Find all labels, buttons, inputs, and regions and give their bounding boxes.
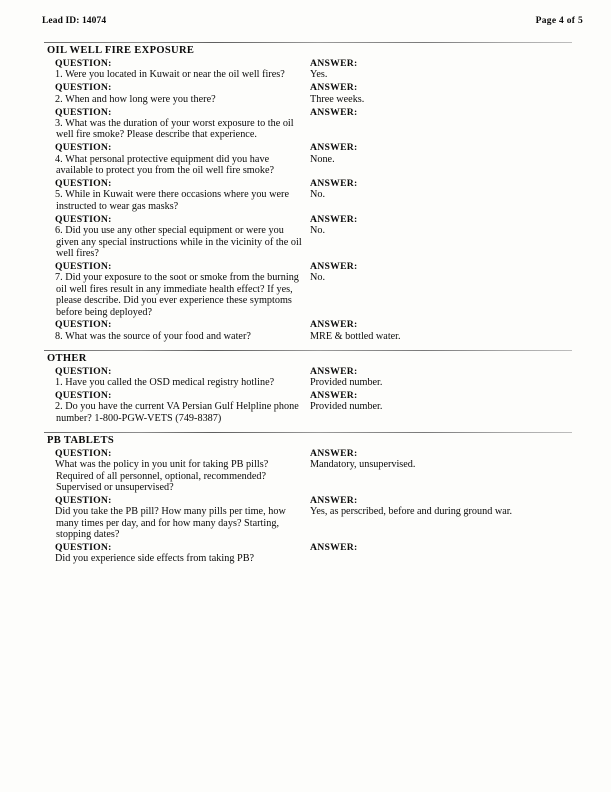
qa-pair — [44, 390, 572, 424]
qa-pair — [44, 261, 572, 318]
qa-spacer — [44, 565, 572, 567]
answer-text: Yes, as perscribed, before and during ground war. — [310, 506, 513, 518]
answer-column — [302, 82, 572, 105]
answer-column — [302, 542, 572, 565]
answer-label: ANSWER: — [310, 447, 358, 459]
answer-label: ANSWER: — [310, 58, 358, 69]
question-column — [44, 178, 302, 212]
question-column — [44, 107, 302, 141]
lead-id: Lead ID: 14074 — [42, 16, 107, 26]
question-text: 2. Do you have the current VA Persian Gulf Helpline phone number? 1-800-PGW-VETS (749-8387) — [55, 401, 299, 424]
question-column — [44, 390, 302, 424]
question-text: 1. Were you located in Kuwait or near the oil well fires? — [55, 69, 285, 81]
question-text: 4. What personal protective equipment did you have available to protect you from the oil well fire smoke? — [55, 153, 275, 177]
question-text: 5. While in Kuwait were there occasions where you were instructed to wear gas masks? — [55, 189, 289, 212]
answer-text: Provided number. — [310, 401, 383, 413]
question-column — [44, 58, 302, 81]
document-body — [44, 42, 572, 566]
question-column — [44, 495, 302, 541]
answer-column — [302, 448, 572, 494]
qa-pair — [44, 214, 572, 260]
qa-pair — [44, 178, 572, 212]
section-divider — [44, 42, 572, 43]
answer-column — [302, 261, 572, 318]
question-text: 7. Did your exposure to the soot or smoke from the burning oil well fires result in any immediate health effect? If yes, please describe. Did you ever experience these symptoms before being deployed? — [55, 272, 299, 318]
question-column — [44, 82, 302, 105]
answer-label: ANSWER: — [310, 260, 358, 272]
question-label: QUESTION: — [55, 106, 112, 118]
question-text: 1. Have you called the OSD medical registry hotline? — [55, 377, 275, 389]
question-label: QUESTION: — [55, 178, 112, 190]
answer-column — [302, 107, 572, 141]
question-text: Did you take the PB pill? How many pills per time, how many times per day, and for how many days? Starting, stopping dates? — [55, 506, 286, 541]
answer-label: ANSWER: — [310, 142, 358, 154]
answer-text: MRE & bottled water. — [310, 330, 401, 342]
answer-label: ANSWER: — [310, 82, 358, 94]
answer-text: Mandatory, unsupervised. — [310, 459, 416, 471]
answer-column — [302, 142, 572, 176]
answer-text: No. — [310, 272, 325, 284]
answer-label: ANSWER: — [310, 319, 358, 331]
answer-text: Three weeks. — [310, 93, 365, 105]
answer-text: No. — [310, 189, 325, 201]
qa-pair — [44, 366, 572, 389]
answer-column — [302, 319, 572, 342]
question-label: QUESTION: — [55, 82, 112, 94]
question-column — [44, 319, 302, 342]
section-title: PB TABLETS — [47, 434, 115, 446]
question-label: QUESTION: — [55, 542, 112, 554]
question-text: 8. What was the source of your food and water? — [55, 330, 251, 342]
question-column — [44, 214, 302, 260]
question-text: 6. Did you use any other special equipment or were you given any special instructions while in the vicinity of the oil well fires? — [55, 225, 302, 259]
question-column — [44, 542, 302, 565]
answer-label: ANSWER: — [310, 213, 358, 225]
answer-text: None. — [310, 153, 335, 165]
qa-pair — [44, 58, 572, 81]
qa-pair — [44, 107, 572, 141]
qa-pair — [44, 142, 572, 176]
question-column — [44, 448, 302, 494]
answer-text: No. — [310, 225, 325, 237]
question-text: 3. What was the duration of your worst exposure to the oil well fire smoke? Please describe that experience. — [55, 118, 294, 141]
answer-column — [302, 495, 572, 541]
question-text: Did you experience side effects from taking PB? — [55, 553, 255, 565]
question-label: QUESTION: — [55, 213, 112, 225]
question-label: QUESTION: — [55, 142, 112, 154]
answer-label: ANSWER: — [310, 106, 358, 118]
answer-text: Yes. — [310, 69, 328, 81]
answer-label: ANSWER: — [310, 390, 358, 402]
question-label: QUESTION: — [55, 494, 112, 506]
qa-pair — [44, 319, 572, 342]
qa-pair — [44, 82, 572, 105]
answer-column — [302, 390, 572, 424]
page-number: Page 4 of 5 — [535, 16, 583, 26]
section-divider — [44, 432, 572, 433]
section-divider — [44, 350, 572, 351]
qa-pair — [44, 448, 572, 494]
section-title: OTHER — [47, 352, 87, 364]
answer-label: ANSWER: — [310, 178, 358, 190]
qa-pair — [44, 495, 572, 541]
answer-label: ANSWER: — [310, 542, 358, 554]
question-column — [44, 261, 302, 318]
answer-label: ANSWER: — [310, 365, 358, 377]
question-label: QUESTION: — [55, 447, 112, 459]
question-column — [44, 142, 302, 176]
question-text: 2. When and how long were you there? — [55, 93, 216, 105]
question-label: QUESTION: — [55, 319, 112, 331]
question-label: QUESTION: — [55, 390, 112, 402]
qa-pair — [44, 542, 572, 565]
question-label: QUESTION: — [55, 365, 112, 377]
answer-label: ANSWER: — [310, 494, 358, 506]
answer-column — [302, 178, 572, 212]
question-label: QUESTION: — [55, 58, 112, 69]
answer-text: Provided number. — [310, 377, 383, 389]
question-label: QUESTION: — [55, 260, 112, 272]
section-title: OIL WELL FIRE EXPOSURE — [47, 45, 195, 56]
answer-column — [302, 58, 572, 81]
answer-column — [302, 214, 572, 260]
question-text: What was the policy in you unit for taking PB pills? Required of all personnel, optional, recommended? Supervised or unsupervised? — [55, 459, 269, 493]
answer-column — [302, 366, 572, 389]
question-column — [44, 366, 302, 389]
running-head — [0, 16, 611, 30]
